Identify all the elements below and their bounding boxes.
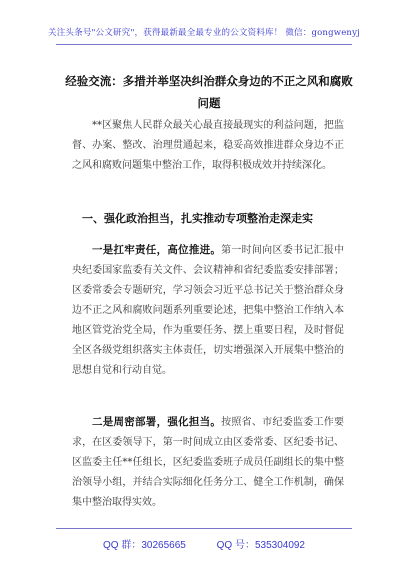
document-title: 经验交流：多措并举坚决纠治群众身边的不正之风和腐败问题 <box>65 74 353 110</box>
body-paragraph-2 <box>72 412 344 513</box>
qq-number-text: QQ 号：535304092 <box>216 540 305 551</box>
section-heading-1: 一、强化政治担当，扎实推动专项整治走深走实 <box>82 212 313 225</box>
header-banner: 关注头条号"公文研究"，获得最新最全最专业的公文资料库！ 微信：gongwenyj <box>48 28 360 38</box>
qq-group-text: QQ 群：30265665 <box>103 540 186 551</box>
paragraph-lead-1: 一是扛牢责任，高位推进。 <box>92 244 222 256</box>
paragraph-body-1: 第一时间向区委书记汇报中央纪委国家监委有关文件、会议精神和省纪委监委安排部署；区委常委会专题研究，学习领会习近平总书记关于整治群众身边不正之风和腐败问题系列重要论述，把集中整治工作纳入本地区管党治党全局，作为重要任务、摆上重要日程，及时督促全区各级党组织落实主体责任，切实增强深入开展集中整治的思想自觉和行动自觉。 <box>72 245 345 376</box>
body-paragraph-1 <box>72 240 344 381</box>
header-divider <box>56 44 352 45</box>
intro-paragraph: **区聚焦人民群众最关心最直接最现实的利益问题，把监督、办案、整改、治理贯通起来，稳妥高效推进群众身边不正之风和腐败问题集中整治工作，取得积极成效并持续深化。 <box>72 120 344 171</box>
paragraph-body-2: 按照省、市纪委监委工作要求，在区委领导下，第一时间成立由区委常委、区纪委书记、区监委主任**任组长，区纪委监委班子成员任副组长的集中整治领导小组，并结合实际细化任务分工、健全工作机制，确保集中整治取得实效。 <box>72 417 345 508</box>
footer <box>0 536 408 551</box>
paragraph-lead-2: 二是周密部署，强化担当。 <box>92 416 222 428</box>
footer-divider <box>56 528 352 529</box>
